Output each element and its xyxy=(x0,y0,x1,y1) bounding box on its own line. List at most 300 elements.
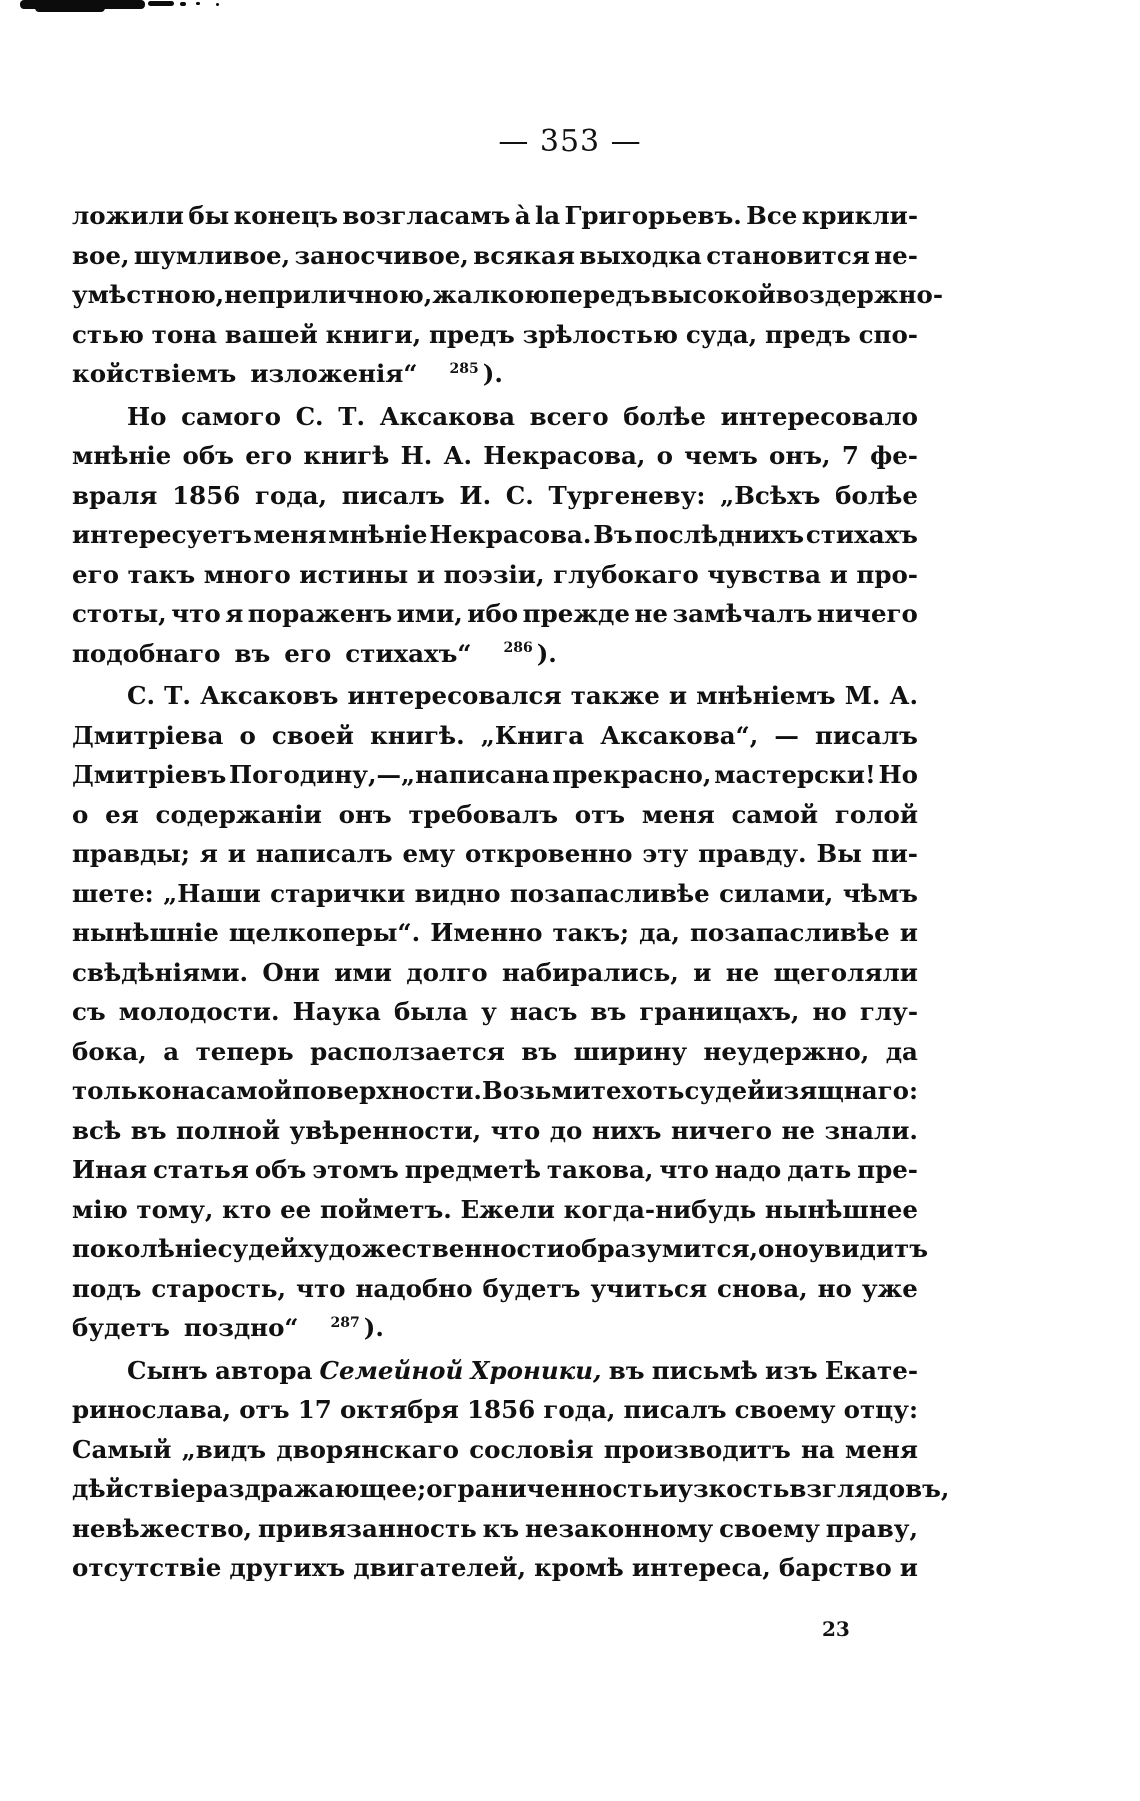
word: до xyxy=(549,1115,583,1145)
word: прекрасно, xyxy=(552,760,712,789)
word: 7 xyxy=(841,441,859,470)
word: знали. xyxy=(824,1115,918,1145)
word: позапасливѣе xyxy=(689,918,890,947)
text-line xyxy=(72,634,918,674)
word: „Книга xyxy=(480,720,585,750)
word: будетъ xyxy=(482,1273,581,1303)
word: но xyxy=(817,1273,852,1303)
word: долго xyxy=(406,957,488,987)
word: чемъ xyxy=(684,441,758,470)
word: узкость xyxy=(677,1474,790,1503)
word: всякая xyxy=(473,240,575,270)
word: мнѣніе xyxy=(72,441,172,470)
text-line xyxy=(72,1190,918,1230)
word: Иная xyxy=(72,1155,148,1184)
word: а xyxy=(163,1036,180,1066)
word: стоты, xyxy=(72,599,167,628)
text-line xyxy=(72,397,918,437)
word: Семейной xyxy=(319,1355,464,1385)
text-line xyxy=(72,594,918,634)
word: что xyxy=(171,599,221,628)
word: Аксакова xyxy=(379,401,516,431)
word: суда, xyxy=(685,319,758,349)
word: но xyxy=(812,997,847,1026)
word: Н. xyxy=(400,441,433,470)
text-line xyxy=(72,1469,950,1509)
footnote-ref: $^{285}$ ). xyxy=(449,359,503,388)
word: онъ, xyxy=(768,441,831,470)
word: только xyxy=(72,1076,172,1105)
word: — xyxy=(774,720,799,750)
word: вое, xyxy=(72,240,130,270)
word: крикли- xyxy=(801,201,918,230)
word: тому, xyxy=(136,1194,214,1224)
word: дѣйствіе xyxy=(72,1474,196,1503)
word: Именно xyxy=(430,918,543,947)
word: требовалъ xyxy=(408,799,559,829)
word: мастерски! xyxy=(714,760,876,789)
word: замѣчалъ xyxy=(672,599,813,628)
word: меня xyxy=(845,1434,918,1464)
word: à xyxy=(514,201,531,230)
word: писалъ xyxy=(341,480,445,510)
word: самого xyxy=(181,401,281,431)
word: не xyxy=(781,1115,815,1145)
word: болѣе xyxy=(623,401,706,431)
word: октября xyxy=(339,1395,459,1424)
word: ограниченность xyxy=(426,1474,660,1503)
word: откровенно xyxy=(464,839,633,868)
word: что xyxy=(296,1273,346,1303)
word: писалъ xyxy=(814,720,918,750)
word: передъ xyxy=(549,280,651,309)
word: высокой xyxy=(650,280,776,309)
word: другихъ xyxy=(229,1553,346,1582)
word: отъ xyxy=(239,1395,290,1424)
word: ширину xyxy=(573,1036,688,1066)
word: нынѣшніе xyxy=(72,918,219,947)
text-line xyxy=(72,1071,918,1111)
text-line xyxy=(72,676,918,716)
word: такъ xyxy=(127,559,196,589)
word: много xyxy=(203,559,291,589)
word: чѣмъ xyxy=(842,878,918,908)
word: о xyxy=(239,720,256,750)
word: также xyxy=(570,681,660,710)
word: съ xyxy=(72,997,106,1026)
word: Дмитріева xyxy=(72,720,224,750)
word: спо- xyxy=(858,319,918,349)
text-line xyxy=(72,834,918,874)
word: о xyxy=(656,441,673,470)
word: правды; xyxy=(72,839,190,868)
word: шумливое, xyxy=(133,240,291,270)
word: такова, xyxy=(546,1155,654,1184)
word: и xyxy=(899,918,918,947)
word: письмѣ xyxy=(651,1355,758,1385)
word: его xyxy=(245,441,293,470)
word: свѣдѣніями. xyxy=(72,957,249,987)
text-line xyxy=(72,555,918,595)
word: эту xyxy=(642,839,689,868)
word: М. xyxy=(844,681,881,710)
word: поздно“ xyxy=(183,1313,299,1342)
word: будетъ xyxy=(72,1313,170,1342)
word: „видъ xyxy=(181,1434,267,1464)
word: 1856 xyxy=(172,480,241,510)
text-line xyxy=(72,1548,918,1588)
word: въ xyxy=(234,638,271,668)
word: Тургеневу: xyxy=(548,480,706,510)
word: писалъ xyxy=(623,1395,727,1424)
word: позапасливѣе xyxy=(509,878,710,908)
text-line xyxy=(72,1111,918,1151)
word: теперь xyxy=(195,1036,294,1066)
text-line xyxy=(72,992,918,1032)
word: пи- xyxy=(871,839,918,868)
word: не xyxy=(634,599,668,628)
word: нынѣшнее xyxy=(764,1194,918,1224)
word: раздражающее; xyxy=(195,1474,427,1503)
word: чувства xyxy=(707,559,821,589)
word: въ xyxy=(130,1115,167,1145)
word: Наука xyxy=(292,997,381,1026)
word: предъ xyxy=(428,319,515,349)
word: увѣренности, xyxy=(289,1115,482,1145)
scan-artifact xyxy=(20,0,230,14)
word: въ xyxy=(590,997,627,1026)
word: что xyxy=(490,1115,541,1145)
text-line xyxy=(72,953,918,993)
word: Они xyxy=(262,957,320,987)
text-line xyxy=(72,913,918,953)
text-line xyxy=(72,795,918,835)
word: становится xyxy=(706,240,870,270)
word: кто xyxy=(222,1194,272,1224)
word: Хроники, xyxy=(470,1355,602,1385)
word: судей xyxy=(684,1076,766,1105)
word: „Наши xyxy=(163,878,261,908)
word: конецъ xyxy=(233,201,339,230)
word: С. xyxy=(295,401,324,431)
word: la xyxy=(534,201,561,230)
text-line xyxy=(72,755,918,795)
word: на xyxy=(800,1434,835,1464)
word: Въ xyxy=(593,520,633,549)
word: вашей xyxy=(224,319,318,349)
word: содержаніи xyxy=(155,799,322,829)
text-line xyxy=(72,1229,929,1269)
word: щеголяли xyxy=(773,957,918,987)
word: умѣстною, xyxy=(72,280,225,309)
word: онъ xyxy=(338,799,392,829)
text-line xyxy=(72,1308,918,1348)
word: правду. xyxy=(698,839,807,868)
word: подъ xyxy=(72,1273,142,1303)
text-line xyxy=(72,196,918,236)
word: стихахъ xyxy=(805,520,918,549)
word: книгѣ xyxy=(303,441,390,470)
text-line xyxy=(72,1351,918,1391)
word: интересовался xyxy=(347,681,562,710)
text-line xyxy=(72,1269,918,1309)
word: ими, xyxy=(396,599,463,628)
word: изящнаго: xyxy=(765,1076,918,1105)
word: надо xyxy=(714,1155,782,1184)
word: незаконному xyxy=(524,1513,714,1543)
word: Ежели xyxy=(460,1194,555,1224)
page-number-header: — 353 — xyxy=(498,124,642,159)
word: бока, xyxy=(72,1036,147,1066)
word: самой xyxy=(205,1076,293,1105)
word: двигателей, xyxy=(353,1553,526,1582)
word: Екате- xyxy=(824,1355,918,1385)
word: и xyxy=(659,1474,678,1503)
word: уже xyxy=(861,1273,918,1303)
word: автора xyxy=(214,1355,313,1385)
word: ринослава, xyxy=(72,1395,232,1424)
word: своему xyxy=(719,1513,820,1543)
word: невѣжество, xyxy=(72,1513,253,1543)
word: не xyxy=(725,957,760,987)
word: меня xyxy=(641,799,715,829)
word: отцу: xyxy=(843,1395,918,1424)
word: не- xyxy=(874,240,918,270)
word: изъ xyxy=(765,1355,818,1385)
text-line xyxy=(72,1430,918,1470)
word: Вы xyxy=(816,839,862,868)
word: враля xyxy=(72,480,158,510)
word: видно xyxy=(414,878,501,908)
word: да, xyxy=(639,918,680,947)
text-line xyxy=(72,1390,918,1430)
word: предъ xyxy=(765,319,851,349)
word: отсутствіе xyxy=(72,1553,222,1582)
word: А. xyxy=(889,681,918,710)
word: этомъ xyxy=(312,1155,399,1184)
word: самой xyxy=(731,799,819,829)
word: и xyxy=(693,957,712,987)
word: поверхности. xyxy=(292,1076,482,1105)
word: о xyxy=(72,799,89,829)
word: зрѣлостью xyxy=(522,319,679,349)
word: книгѣ. xyxy=(370,720,465,750)
word: насъ xyxy=(509,997,578,1026)
word: И. xyxy=(459,480,492,510)
word: такъ; xyxy=(552,918,630,947)
word: поколѣніе xyxy=(72,1234,218,1263)
word: предметѣ xyxy=(404,1155,541,1184)
word: образумится, xyxy=(564,1234,759,1263)
word: когда-нибудь xyxy=(563,1194,757,1224)
word: ими xyxy=(334,957,392,987)
word: на xyxy=(171,1076,206,1105)
word: ибо xyxy=(467,599,519,628)
text-line xyxy=(72,315,918,355)
word: мнѣніе xyxy=(328,520,428,549)
word: праву, xyxy=(825,1513,918,1543)
word: всѣ xyxy=(72,1115,122,1145)
word: „Всѣхъ xyxy=(720,480,821,510)
word: истины xyxy=(299,559,409,589)
word: въ xyxy=(608,1355,645,1385)
word: оно xyxy=(758,1234,809,1263)
word: Все xyxy=(746,201,798,230)
word: Сынъ xyxy=(127,1355,208,1385)
word: С. xyxy=(505,480,534,510)
word: щелкоперы“. xyxy=(228,918,421,947)
word: что xyxy=(659,1155,709,1184)
text-line xyxy=(72,716,918,756)
text-line xyxy=(72,1150,918,1190)
word: ея xyxy=(105,799,139,829)
word: ничего xyxy=(670,1115,772,1145)
word: художественности xyxy=(298,1234,565,1263)
word: и xyxy=(227,839,246,868)
word: и xyxy=(416,559,436,589)
text-line xyxy=(72,1032,918,1072)
word: жалкою xyxy=(432,280,550,309)
word: снова, xyxy=(717,1273,808,1303)
text-line xyxy=(72,354,918,394)
word: года, xyxy=(254,480,328,510)
word: хоть xyxy=(621,1076,685,1105)
text-line xyxy=(72,515,918,555)
text-line xyxy=(72,476,918,516)
word: книги, xyxy=(325,319,422,349)
word: неприличною, xyxy=(224,280,433,309)
text-line xyxy=(72,874,918,914)
word: старички xyxy=(270,878,406,908)
text-line xyxy=(72,275,943,315)
footnote-ref: $^{287}$ ). xyxy=(330,1313,384,1342)
word: года, xyxy=(543,1395,616,1424)
word: Аксакова“, xyxy=(600,720,759,750)
word: дать xyxy=(787,1155,852,1184)
word: Некрасова. xyxy=(429,520,592,549)
word: тона xyxy=(151,319,218,349)
word: отъ xyxy=(574,799,626,829)
word: написалъ xyxy=(255,839,393,868)
word: и xyxy=(668,681,688,710)
word: была xyxy=(393,997,469,1026)
word: А. xyxy=(443,441,473,470)
word: изложенія“ xyxy=(250,359,418,388)
printer-signature: 23 xyxy=(822,1617,850,1641)
word: увидитъ xyxy=(808,1234,929,1263)
word: я xyxy=(199,839,218,868)
body-text xyxy=(72,196,950,1588)
word: его xyxy=(72,559,119,589)
text-line xyxy=(72,236,918,276)
word: я xyxy=(225,599,244,628)
word: набирались, xyxy=(501,957,679,987)
word: мію xyxy=(72,1194,128,1224)
word: стью xyxy=(72,319,144,349)
word: пре- xyxy=(857,1155,918,1184)
word: силами, xyxy=(719,878,834,908)
word: поэзіи, xyxy=(443,559,545,589)
word: пораженъ xyxy=(247,599,393,628)
word: Но xyxy=(878,760,918,789)
word: интереса, xyxy=(631,1553,771,1582)
word: его xyxy=(284,638,332,668)
word: нихъ xyxy=(591,1115,662,1145)
word: взглядовъ, xyxy=(789,1474,950,1503)
word: Некрасова, xyxy=(483,441,646,470)
word: Т. xyxy=(164,681,191,710)
word: бы xyxy=(188,201,230,230)
word: объ xyxy=(254,1155,307,1184)
text-line xyxy=(72,436,918,476)
word: у xyxy=(481,997,497,1026)
word: да xyxy=(885,1036,918,1066)
word: всего xyxy=(529,401,609,431)
word: С. xyxy=(127,681,156,710)
word: голой xyxy=(834,799,918,829)
text-line xyxy=(72,1509,918,1549)
word: дворянскаго xyxy=(276,1434,459,1464)
word: Григорьевъ. xyxy=(564,201,742,230)
word: и xyxy=(899,1553,918,1582)
word: прежде xyxy=(522,599,630,628)
word: койствіемъ xyxy=(72,359,237,388)
word: статья xyxy=(153,1155,249,1184)
word: ему xyxy=(402,839,456,868)
word: 17 xyxy=(297,1395,332,1424)
word: къ xyxy=(482,1513,520,1543)
word: мнѣніемъ xyxy=(696,681,836,710)
word: границахъ, xyxy=(639,997,800,1026)
word: объ xyxy=(182,441,234,470)
word: глубокаго xyxy=(553,559,699,589)
word: послѣднихъ xyxy=(634,520,805,549)
word: неудержно, xyxy=(703,1036,870,1066)
word: Но xyxy=(127,401,167,431)
word: производитъ xyxy=(603,1434,791,1464)
word: Дмитріевъ xyxy=(72,760,227,789)
word: про- xyxy=(856,559,918,589)
word: интересуетъ xyxy=(72,520,252,549)
word: подобнаго xyxy=(72,638,221,668)
word: надобно xyxy=(355,1273,473,1303)
word: полной xyxy=(176,1115,281,1145)
word: Аксаковъ xyxy=(200,681,339,710)
word: заносчивое, xyxy=(294,240,469,270)
word: пойметъ. xyxy=(319,1194,452,1224)
word: ничего xyxy=(816,599,918,628)
footnote-ref: $^{286}$ ). xyxy=(503,638,557,668)
word: привязанность xyxy=(257,1513,477,1543)
word: интересовало xyxy=(720,401,918,431)
word: молодости. xyxy=(118,997,280,1026)
word: шете: xyxy=(72,878,154,908)
word: своей xyxy=(271,720,354,750)
word: судей xyxy=(217,1234,299,1263)
word: болѣе xyxy=(835,480,918,510)
word: глу- xyxy=(859,997,918,1026)
word: Возьмите xyxy=(482,1076,622,1105)
word: кромѣ xyxy=(534,1553,624,1582)
word: воздержно- xyxy=(775,280,943,309)
word: фе- xyxy=(870,441,918,470)
word: Самый xyxy=(72,1434,172,1464)
word: расползается xyxy=(310,1036,505,1066)
word: выходка xyxy=(579,240,702,270)
word: Погодину,—„написана xyxy=(229,760,550,789)
word: стихахъ“ xyxy=(345,638,472,668)
word: меня xyxy=(253,520,327,549)
